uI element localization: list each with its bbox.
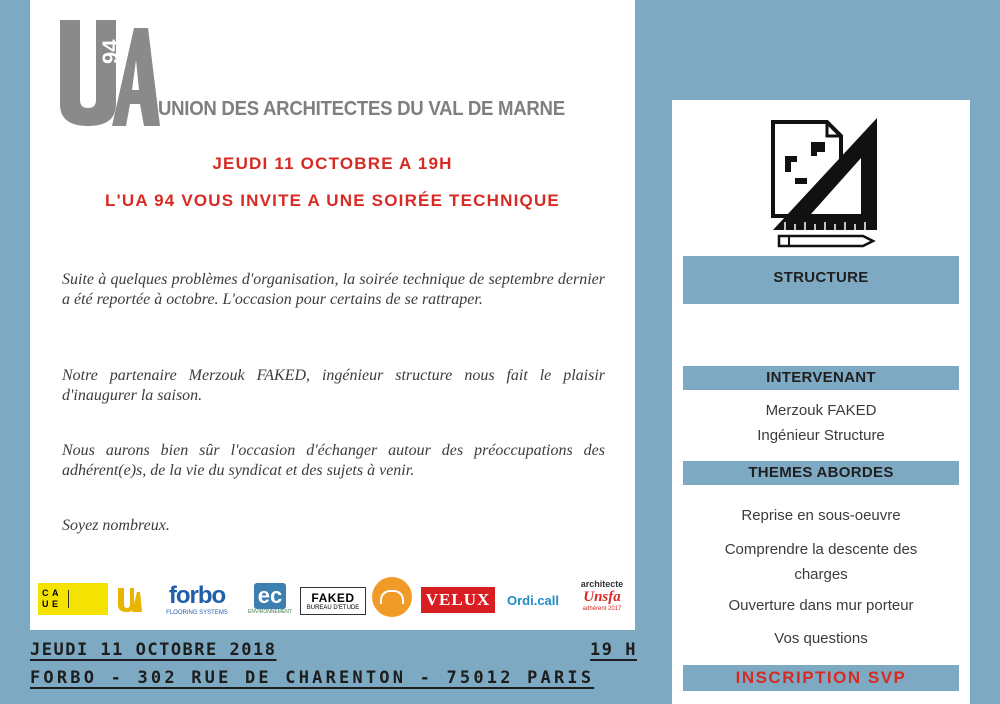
invitation-headline: L'UA 94 VOUS INVITE A UNE SOIRÉE TECHNIQUE: [105, 191, 560, 210]
ordicall-logo: Ordi.call: [506, 592, 560, 608]
theme-item: Vos questions: [774, 630, 868, 647]
sponsor-logos: [36, 565, 631, 625]
paragraph-intro: Suite à quelques problèmes d'organisation, la soirée technique de septembre dernier a été reportée à octobre. L'occasion pour certains de se rattraper.: [62, 271, 605, 308]
themes-heading: THEMES ABORDES: [683, 461, 959, 485]
ec-environnement-logo: ec ENVIRONNEMENT: [248, 583, 292, 615]
paragraph-partner: Notre partenaire Merzouk FAKED, ingénieur structure nous fait le plaisir d'inaugurer la saison.: [62, 367, 605, 404]
footer-address-row: [30, 668, 637, 688]
speaker-name: Merzouk FAKED: [765, 402, 877, 419]
unsfa-logo: architecte Unsfa adhérent 2017: [580, 578, 624, 612]
forbo-logo: forbo FLOORING SYSTEMS: [166, 582, 228, 616]
event-date-headline: JEUDI 11 OCTOBRE A 19H: [212, 154, 453, 173]
orange-circle-logo: [372, 577, 412, 617]
faked-logo: FAKED BUREAU D'ETUDE: [300, 587, 366, 615]
theme-item: Reprise en sous-oeuvre: [741, 507, 901, 524]
paragraph-closing: Soyez nombreux.: [62, 517, 170, 534]
drafting-tools-icon: [765, 112, 880, 250]
ua94-small-logo: [114, 583, 144, 615]
logo-number: 94: [98, 39, 123, 64]
organization-name: UNION DES ARCHITECTES DU VAL DE MARNE: [158, 98, 565, 120]
intervenant-heading: INTERVENANT: [683, 366, 959, 390]
paragraph-discussion: Nous aurons bien sûr l'occasion d'échanger autour des préoccupations des adhérent(e)s, de la vie du syndicat et des sujets à venir.: [62, 442, 605, 479]
footer-address: FORBO - 302 RUE DE CHARENTON - 75012 PARIS: [30, 668, 595, 688]
ua94-logo: [60, 20, 160, 126]
theme-item: Ouverture dans mur porteur: [728, 597, 914, 614]
caue-logo: C A U E: [38, 583, 108, 615]
velux-logo: VELUX: [421, 587, 495, 613]
footer-date: JEUDI 11 OCTOBRE 2018: [30, 640, 277, 660]
theme-item: Comprendre la descente des charges: [724, 541, 918, 583]
footer-date-row: [30, 640, 637, 660]
speaker-role: Ingénieur Structure: [757, 427, 885, 444]
footer-time: 19 H: [590, 640, 637, 660]
inscription-button[interactable]: INSCRIPTION SVP: [683, 665, 959, 691]
structure-heading: STRUCTURE: [683, 256, 959, 304]
